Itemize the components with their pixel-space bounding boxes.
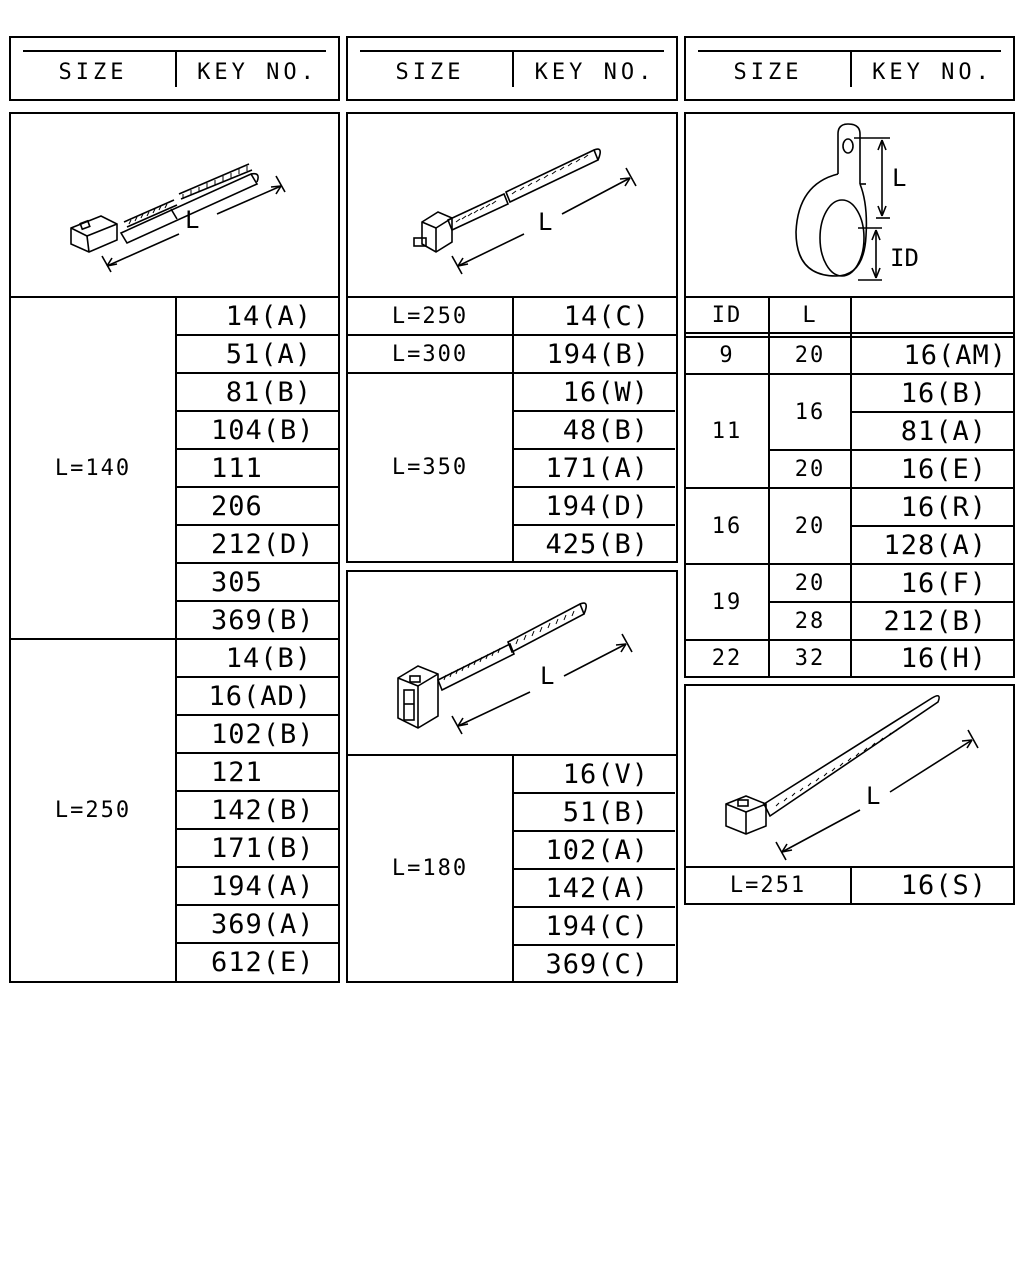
key-no: 16(AD) [208,680,312,712]
header-col3 [684,36,1015,101]
dimension-l-label: L [866,782,881,810]
key-no: 369(A) [211,908,315,940]
col3-tie-panel [684,684,1015,905]
key-no: 369(C) [545,948,649,980]
clamp-l: 16 [794,399,826,425]
key-no: 14(A) [225,300,312,332]
key-no: 102(A) [545,834,649,866]
key-no: 142(B) [211,794,315,826]
key-no: 16(H) [900,643,987,674]
key-no: 102(B) [211,718,315,750]
col1-panel [9,112,340,983]
key-no: 16(W) [562,376,649,408]
header-col1 [9,36,340,101]
key-no: 369(B) [211,604,315,636]
clamp-l: 20 [794,456,826,482]
size-l251: L=251 [729,873,807,898]
key-no: 194(A) [211,870,315,902]
key-no: 16(V) [562,758,649,790]
key-no: 171(A) [545,452,649,484]
col3-clamp-panel [684,112,1015,678]
size-l350: L=350 [391,455,469,480]
cable-tie-figure [11,114,338,296]
clamp-l: 20 [794,343,826,368]
key-no: 194(B) [546,338,650,370]
size-l250: L=250 [391,303,469,329]
key-no: 14(B) [225,642,312,674]
key-no: 16(S) [900,870,987,901]
col2-bottom-panel [346,570,678,983]
clamp-id: 11 [711,418,743,444]
key-no: 212(D) [211,528,315,560]
key-no: 16(B) [900,377,987,409]
key-no: 171(B) [211,832,315,864]
col-head-l: L [802,302,818,328]
key-no: 194(D) [545,490,649,522]
key-no: 16(F) [900,567,987,599]
dimension-l-label: L [540,662,555,690]
key-no: 121 [211,756,263,788]
key-no: 14(C) [563,300,650,332]
size-l180: L=180 [391,856,469,881]
clamp-l: 32 [794,646,826,671]
key-no: 142(A) [545,872,649,904]
dimension-l-label: L [538,208,553,236]
header-size-label: SIZE [58,59,128,85]
key-no: 194(C) [545,910,649,942]
col-head-id: ID [711,302,743,328]
clamp-l: 28 [794,608,826,634]
header-size-label: SIZE [395,59,465,85]
clamp-id: 22 [711,646,743,671]
key-no: 612(E) [211,946,315,978]
key-no: 51(A) [225,338,312,370]
key-no: 81(B) [225,376,312,408]
key-no: 51(B) [562,796,649,828]
header-key-label: KEY NO. [872,59,993,85]
col2-top-panel [346,112,678,563]
key-no: 81(A) [900,415,987,447]
clamp-id: 9 [719,343,735,368]
key-no: 305 [211,566,263,598]
header-key-label: KEY NO. [534,59,656,85]
cable-tie-figure [686,686,1013,868]
clamp-l: 20 [794,570,826,596]
dimension-id-label: ID [890,244,919,272]
key-no: 212(B) [883,605,987,637]
cable-tie-figure [348,572,676,754]
key-no: 206 [211,490,263,522]
dimension-l-label: L [892,164,907,192]
clamp-id: 19 [711,589,743,615]
header-size-label: SIZE [733,59,803,85]
key-no: 104(B) [211,414,315,446]
size-l300: L=300 [391,341,469,367]
size-l250: L=250 [54,798,132,823]
key-no: 48(B) [562,414,649,446]
header-key-label: KEY NO. [197,59,318,85]
key-no: 128(A) [883,529,987,561]
cable-tie-figure [348,114,676,296]
key-no: 16(R) [900,491,987,523]
key-no: 425(B) [545,528,649,560]
header-col2 [346,36,678,101]
clamp-l: 20 [794,513,826,539]
clamp-figure [686,114,1013,296]
key-no: 16(AM) [903,340,1007,371]
size-l140: L=140 [54,455,132,481]
clamp-id: 16 [711,513,743,539]
dimension-l-label: L [185,206,200,234]
key-no: 16(E) [900,453,987,485]
key-no: 111 [211,452,263,484]
